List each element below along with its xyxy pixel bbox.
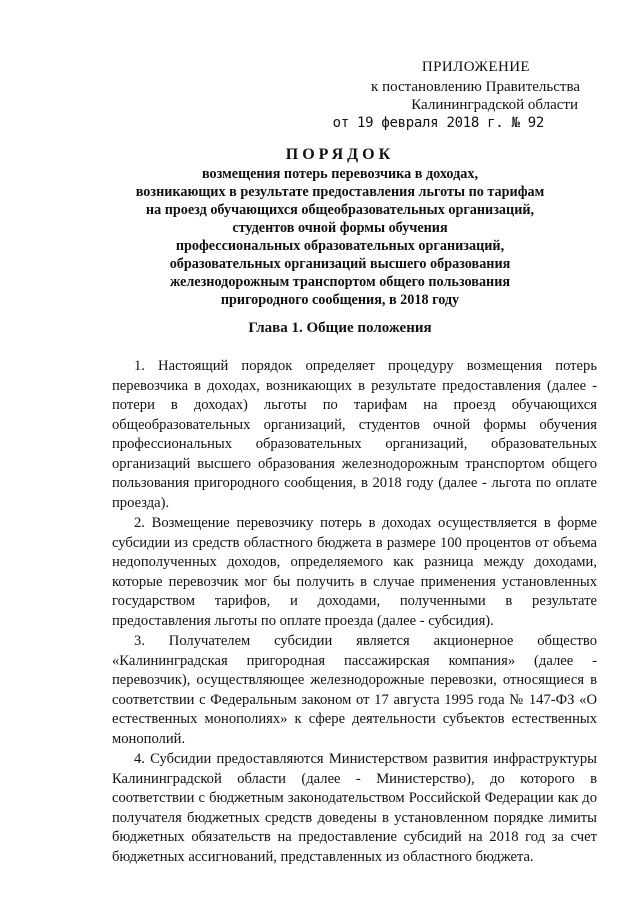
document-title	[70, 146, 610, 309]
appendix-line-date-number: от 19 февраля 2018 г. № 92	[332, 115, 544, 131]
document-title-line: железнодорожным транспортом общего пользования	[169, 274, 511, 290]
paragraph-3: 3. Получателем субсидии является акционерное общество «Калининградская пригородная пассажирская компания» (далее - перевозчик), осуществляющее железнодорожные перевозки, относящиеся в соответствии с Федеральным законом от 17 августа 1995 года № 147-ФЗ «О естественных монополиях» к сфере деятельности субъектов естественных монополий.	[112, 633, 597, 747]
document-title-main: ПОРЯДОК	[285, 146, 395, 163]
document-title-line: возмещения потерь перевозчика в доходах,	[201, 166, 479, 182]
document-title-line: возникающих в результате предоставления льготы по тарифам	[135, 184, 545, 200]
chapter-heading: Глава 1. Общие положения	[248, 320, 432, 336]
document-title-line: студентов очной формы обучения	[232, 220, 448, 236]
appendix-line-resolution: к постановлению Правительства	[371, 79, 580, 95]
document-title-line: профессиональных образовательных организаций,	[175, 238, 505, 254]
paragraph-2: 2. Возмещение перевозчику потерь в доходах осуществляется в форме субсидии из средств областного бюджета в размере 100 процентов от объема недополученных доходов, определяемого как разница между доходами, которые перевозчик мог бы получить в случае применения установленных государством тарифов, и доходами, полученными в результате предоставления льготы по оплате проезда (далее - субсидия).	[112, 515, 597, 629]
document-title-line: пригородного сообщения, в 2018 году	[220, 292, 460, 308]
document-title-line: на проезд обучающихся общеобразовательных организаций,	[145, 202, 535, 218]
appendix-line-region: Калининградской области	[411, 97, 578, 113]
appendix-title: ПРИЛОЖЕНИЕ	[421, 59, 530, 75]
paragraph-1: 1. Настоящий порядок определяет процедуру возмещения потерь перевозчика в доходах, возникающих в результате предоставления (далее - потери в доходах) льготы по тарифам на проезд обучающихся общеобразовательных организаций, студентов очной формы обучения профессиональных образовательных организаций, образовательных организаций высшего образования железнодорожным транспортом общего пользования пригородного сообщения, в 2018 году (далее - льгота по оплате проезда).	[112, 358, 597, 511]
document-title-line: образовательных организаций высшего образования	[169, 256, 511, 272]
document-body	[112, 357, 597, 867]
paragraph-4: 4. Субсидии предоставляются Министерством развития инфраструктуры Калининградской области (далее - Министерство), до которого в соответствии с бюджетным законодательством Российской Федерации как до получателя бюджетных средств доведены в установленном порядке лимиты бюджетных обязательств на предоставление субсидий на 2018 год за счет бюджетных ассигнований, представленных из областного бюджета.	[112, 751, 597, 865]
